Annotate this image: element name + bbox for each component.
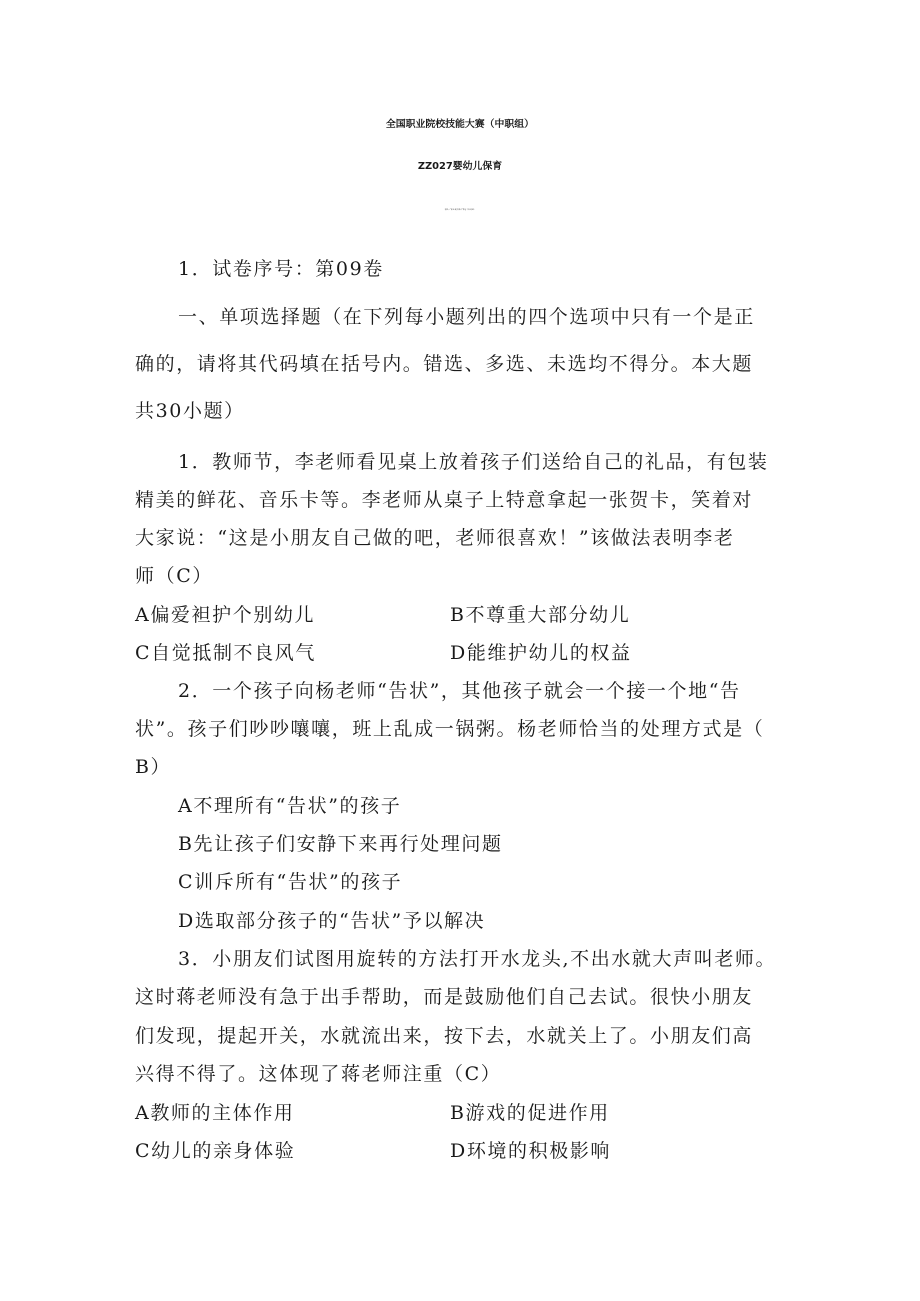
question-2-line: 状”。孩子们吵吵嚷嚷，班上乱成一锅粥。杨老师恰当的处理方式是（ (135, 718, 765, 740)
question-3-line: 3．小朋友们试图用旋转的方法打开水龙头,不出水就大声叫老师。 (178, 948, 777, 970)
question-1-line: 精美的鲜花、音乐卡等。李老师从桌子上特意拿起一张贺卡，笑着对 (135, 489, 754, 511)
question-1-option-d: D能维护幼儿的权益 (450, 642, 632, 664)
question-1-line: 1．教师节，李老师看见桌上放着孩子们送给自己的礼品，有包装 (178, 451, 769, 473)
question-1-option-a: A偏爱袒护个别幼儿 (135, 604, 316, 626)
section-heading-line: 确的，请将其代码填在括号内。错选、多选、未选均不得分。本大题 (135, 353, 754, 375)
question-2-line: B） (135, 756, 172, 778)
question-2-option-c: C训斥所有“告状”的孩子 (178, 871, 403, 893)
section-heading-line: 一、单项选择题（在下列每小题列出的四个选项中只有一个是正 (178, 306, 755, 328)
question-3-line: 这时蒋老师没有急于出手帮助，而是鼓励他们自己去试。很快小朋友 (135, 986, 754, 1008)
question-3-option-d: D环境的积极影响 (450, 1140, 612, 1162)
question-1-line: 大家说：“这是小朋友自己做的吧，老师很喜欢！”该做法表明李老 (135, 527, 735, 549)
question-2-option-b: B先让孩子们安静下来再行处理问题 (178, 833, 503, 855)
question-3-option-c: C幼儿的亲身体验 (135, 1140, 296, 1162)
question-3-option-a: A教师的主体作用 (135, 1102, 295, 1124)
document-module-subtitle: 模块一“职业素养测评”赛卷（客观题） (444, 209, 476, 211)
question-2-line: 2．一个孩子向杨老师“告状”，其他孩子就会一个接一个地“告 (178, 680, 741, 702)
question-3-option-b: B游戏的促进作用 (450, 1102, 610, 1124)
section-heading-line: 共30小题） (135, 400, 245, 422)
paper-number: 1．试卷序号：第09卷 (178, 258, 384, 280)
question-2-option-a: A不理所有“告状”的孩子 (178, 795, 402, 817)
question-3-line: 们发现，提起开关，水就流出来，按下去，水就关上了。小朋友们高 (135, 1025, 754, 1047)
question-3-line: 兴得不得了。这体现了蒋老师注重（C） (135, 1063, 502, 1085)
question-1-option-b: B不尊重大部分幼儿 (450, 604, 631, 626)
question-1-option-c: C自觉抵制不良风气 (135, 642, 316, 664)
question-2-option-d: D选取部分孩子的“告状”予以解决 (178, 910, 486, 932)
document-title: 全国职业院校技能大赛（中职组） (385, 119, 535, 130)
document-subject: ZZ027婴幼儿保育 (417, 161, 503, 172)
question-1-line: 师（C） (135, 565, 213, 587)
